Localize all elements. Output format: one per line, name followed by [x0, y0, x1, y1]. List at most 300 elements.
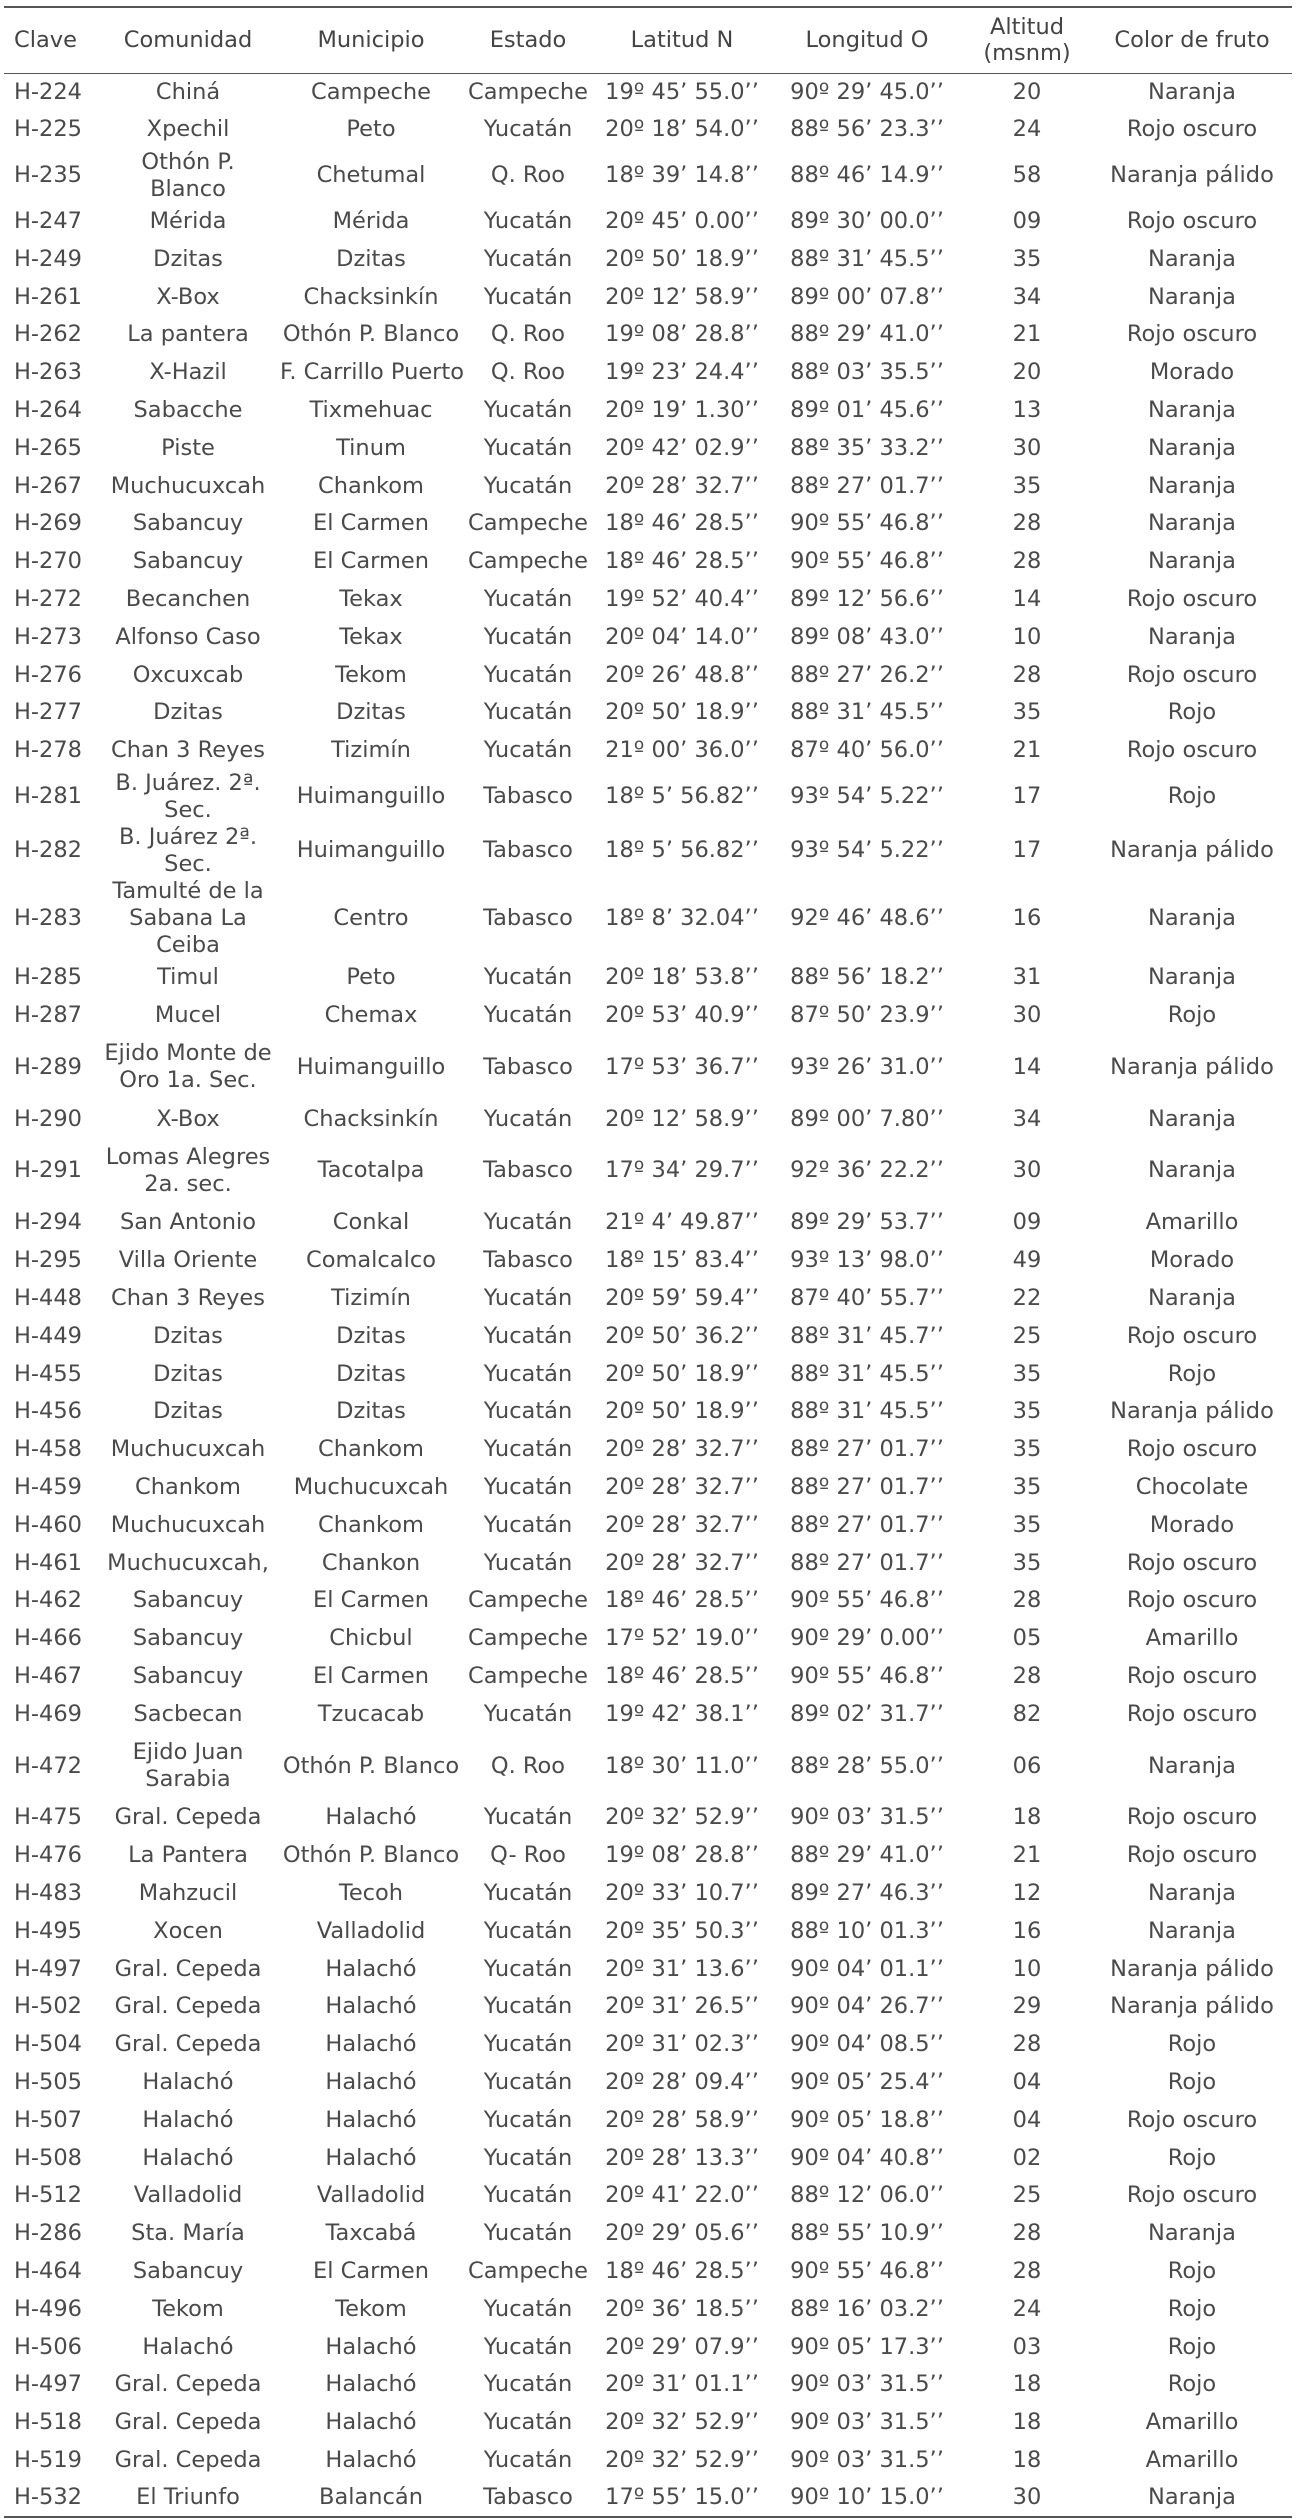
cell-longitud: 87º 40’ 55.7’’ — [790, 1284, 944, 1311]
cell-clave: H-448 — [14, 1284, 82, 1311]
cell-latitud: 19º 52’ 40.4’’ — [605, 585, 759, 612]
cell-longitud: 88º 27’ 01.7’’ — [790, 472, 944, 499]
cell-longitud: 90º 05’ 25.4’’ — [790, 2069, 944, 2096]
cell-longitud: 90º 05’ 17.3’’ — [790, 2333, 944, 2360]
table-row — [4, 1280, 1292, 1318]
cell-longitud: 87º 50’ 23.9’’ — [790, 1001, 944, 1028]
cell-color-fruto: Amarillo — [1145, 2447, 1239, 2474]
cell-color-fruto: Rojo oscuro — [1126, 585, 1258, 612]
cell-estado: Campeche — [467, 1587, 588, 1614]
cell-municipio: Halachó — [325, 2409, 417, 2436]
cell-altitud: 30 — [1012, 1157, 1042, 1184]
cell-comunidad: Gral. Cepeda — [114, 2447, 262, 2474]
cell-longitud: 88º 56’ 23.3’’ — [790, 116, 944, 143]
cell-color-fruto: Naranja — [1148, 78, 1236, 105]
cell-comunidad: Piste — [161, 434, 215, 461]
cell-estado: Yucatán — [483, 2409, 573, 2436]
cell-color-fruto: Rojo oscuro — [1126, 321, 1258, 348]
cell-municipio: Chankom — [318, 472, 424, 499]
cell-clave: H-460 — [14, 1511, 82, 1538]
cell-comunidad: Halachó — [142, 2069, 234, 2096]
table-row — [4, 1242, 1292, 1280]
cell-color-fruto: Rojo — [1167, 2031, 1217, 2058]
cell-clave: H-281 — [14, 783, 82, 810]
cell-estado: Yucatán — [483, 1955, 573, 1982]
cell-estado: Yucatán — [483, 2106, 573, 2133]
cell-color-fruto: Naranja pálido — [1110, 837, 1274, 864]
table-row — [4, 1658, 1292, 1696]
cell-estado: Yucatán — [483, 2333, 573, 2360]
cell-estado: Yucatán — [483, 1001, 573, 1028]
cell-municipio: Balancán — [278, 2479, 464, 2517]
cell-latitud: 18º 5’ 56.82’’ — [605, 783, 759, 810]
cell-latitud: 17º 34’ 29.7’’ — [605, 1157, 759, 1184]
cell-municipio: Halachó — [325, 1804, 417, 1831]
cell-comunidad: Gral. Cepeda — [114, 2031, 262, 2058]
cell-clave: H-273 — [14, 623, 82, 650]
cell-clave: H-290 — [14, 1105, 82, 1132]
cell-comunidad: Chiná — [155, 78, 221, 105]
cell-estado: Campeche — [467, 78, 588, 105]
cell-longitud: 90º 10’ 15.0’’ — [772, 2479, 962, 2517]
cell-estado: Yucatán — [483, 1209, 573, 1236]
cell-estado: Yucatán — [483, 116, 573, 143]
cell-municipio: Dzitas — [336, 1322, 406, 1349]
header-latitud: Latitud N — [592, 7, 772, 73]
table-row — [4, 2177, 1292, 2215]
cell-longitud: 90º 04’ 40.8’’ — [790, 2144, 944, 2171]
cell-latitud: 20º 50’ 18.9’’ — [605, 245, 759, 272]
cell-clave: H-289 — [14, 1053, 82, 1080]
cell-longitud: 89º 02’ 31.7’’ — [790, 1700, 944, 1727]
cell-altitud: 28 — [1012, 2258, 1042, 2285]
cell-comunidad: Timul — [157, 963, 219, 990]
table-row — [4, 316, 1292, 354]
cell-clave: H-283 — [14, 904, 82, 931]
cell-altitud: 28 — [1012, 1662, 1042, 1689]
cell-comunidad: Sabancuy — [132, 1587, 244, 1614]
cell-comunidad: Gral. Cepeda — [114, 1955, 262, 1982]
cell-color-fruto: Amarillo — [1145, 1625, 1239, 1652]
cell-municipio: Tizimín — [331, 1284, 411, 1311]
cell-color-fruto: Rojo oscuro — [1126, 1436, 1258, 1463]
cell-estado: Yucatán — [483, 2182, 573, 2209]
cell-altitud: 49 — [1012, 1247, 1042, 1274]
cell-longitud: 88º 03’ 35.5’’ — [790, 359, 944, 386]
cell-clave: H-456 — [14, 1398, 82, 1425]
cell-altitud: 28 — [1012, 2220, 1042, 2247]
cell-comunidad: Sabancuy — [132, 2258, 244, 2285]
cell-color-fruto: Rojo oscuro — [1126, 2106, 1258, 2133]
cell-municipio: Chacksinkín — [303, 283, 439, 310]
cell-color-fruto: Rojo oscuro — [1126, 1700, 1258, 1727]
cell-clave: H-519 — [14, 2447, 82, 2474]
cell-altitud: 04 — [1012, 2069, 1042, 2096]
cell-latitud: 18º 8’ 32.04’’ — [605, 904, 759, 931]
cell-comunidad: Muchucuxcah, — [107, 1549, 269, 1576]
cell-altitud: 16 — [1012, 904, 1042, 931]
cell-longitud: 89º 00’ 7.80’’ — [790, 1105, 944, 1132]
cell-color-fruto: Rojo — [1167, 2069, 1217, 2096]
table-row — [4, 694, 1292, 732]
cell-altitud: 35 — [1012, 699, 1042, 726]
cell-comunidad: Ejido Juan Sarabia — [132, 1739, 244, 1793]
table-row — [4, 505, 1292, 543]
cell-latitud: 20º 50’ 18.9’’ — [605, 1360, 759, 1387]
cell-clave: H-291 — [14, 1157, 82, 1184]
cell-estado: Yucatán — [483, 2144, 573, 2171]
cell-latitud: 20º 28’ 58.9’’ — [605, 2106, 759, 2133]
cell-latitud: 18º 46’ 28.5’’ — [605, 1587, 759, 1614]
cell-altitud: 28 — [1012, 1587, 1042, 1614]
cell-municipio: Huimanguillo — [296, 1053, 446, 1080]
cell-color-fruto: Naranja — [1148, 904, 1236, 931]
cell-municipio: Chicbul — [329, 1625, 413, 1652]
table-row — [4, 996, 1292, 1034]
cell-estado: Tabasco — [464, 2479, 592, 2517]
cell-latitud: 20º 50’ 18.9’’ — [605, 699, 759, 726]
cell-clave: H-495 — [14, 1917, 82, 1944]
cell-latitud: 17º 53’ 36.7’’ — [605, 1053, 759, 1080]
cell-longitud: 90º 55’ 46.8’’ — [790, 1587, 944, 1614]
cell-longitud: 93º 26’ 31.0’’ — [790, 1053, 944, 1080]
table-row — [4, 2026, 1292, 2064]
cell-color-fruto: Naranja — [1148, 548, 1236, 575]
table-row — [4, 1393, 1292, 1431]
cell-color-fruto: Rojo oscuro — [1126, 1842, 1258, 1869]
cell-comunidad: Halachó — [142, 2144, 234, 2171]
cell-altitud: 34 — [1012, 1105, 1042, 1132]
cell-municipio: Tzucacab — [317, 1700, 425, 1727]
table-row — [4, 543, 1292, 581]
cell-altitud: 09 — [1012, 207, 1042, 234]
cell-altitud: 34 — [1012, 283, 1042, 310]
cell-clave: H-532 — [4, 2479, 98, 2517]
cell-color-fruto: Naranja pálido — [1110, 1053, 1274, 1080]
table-row — [4, 1469, 1292, 1507]
cell-clave: H-483 — [14, 1880, 82, 1907]
cell-longitud: 88º 31’ 45.5’’ — [790, 1360, 944, 1387]
cell-clave: H-225 — [14, 116, 82, 143]
cell-comunidad: Chankom — [135, 1473, 241, 1500]
table-row — [4, 2215, 1292, 2253]
cell-altitud: 17 — [1012, 837, 1042, 864]
header-row — [4, 7, 1292, 73]
cell-municipio: Tecoh — [338, 1880, 404, 1907]
cell-altitud: 35 — [1012, 1511, 1042, 1538]
cell-latitud: 20º 59’ 59.4’’ — [605, 1284, 759, 1311]
table-row — [4, 1695, 1292, 1733]
cell-latitud: 20º 18’ 54.0’’ — [605, 116, 759, 143]
cell-municipio: Dzitas — [336, 1398, 406, 1425]
cell-longitud: 89º 01’ 45.6’’ — [790, 396, 944, 423]
cell-longitud: 93º 54’ 5.22’’ — [790, 783, 944, 810]
cell-clave: H-512 — [14, 2182, 82, 2209]
cell-altitud: 09 — [1012, 1209, 1042, 1236]
cell-altitud: 03 — [1012, 2333, 1042, 2360]
cell-longitud: 93º 13’ 98.0’’ — [790, 1247, 944, 1274]
table-row — [4, 149, 1292, 203]
cell-color-fruto: Naranja — [1148, 1284, 1236, 1311]
cell-color-fruto: Naranja pálido — [1110, 1398, 1274, 1425]
cell-estado: Yucatán — [483, 207, 573, 234]
cell-clave: H-507 — [14, 2106, 82, 2133]
cell-latitud: 20º 50’ 36.2’’ — [605, 1322, 759, 1349]
table-row — [4, 656, 1292, 694]
cell-estado: Yucatán — [483, 2447, 573, 2474]
cell-comunidad: B. Juárez 2ª. Sec. — [118, 823, 258, 877]
cell-altitud: 35 — [1012, 245, 1042, 272]
cell-municipio: Tekom — [335, 2295, 407, 2322]
cell-altitud: 20 — [1012, 359, 1042, 386]
cell-estado: Q. Roo — [490, 359, 566, 386]
cell-estado: Tabasco — [483, 837, 573, 864]
cell-altitud: 24 — [1012, 2295, 1042, 2322]
cell-municipio: Valladolid — [316, 1917, 426, 1944]
cell-municipio: Tekom — [335, 661, 407, 688]
cell-clave: H-467 — [14, 1662, 82, 1689]
cell-estado: Yucatán — [483, 1511, 573, 1538]
cell-color-fruto: Naranja pálido — [1110, 1955, 1274, 1982]
table-row — [4, 467, 1292, 505]
cell-clave: H-505 — [14, 2069, 82, 2096]
table-body — [4, 73, 1292, 2517]
cell-longitud: 90º 55’ 46.8’’ — [790, 510, 944, 537]
cell-estado: Yucatán — [483, 2069, 573, 2096]
cell-clave: H-475 — [14, 1804, 82, 1831]
cell-latitud: 20º 31’ 01.1’’ — [605, 2371, 759, 2398]
table-row — [4, 203, 1292, 241]
cell-longitud: 88º 16’ 03.2’’ — [790, 2295, 944, 2322]
table-row — [4, 2479, 1292, 2517]
table-row — [4, 2253, 1292, 2291]
cell-comunidad: Xocen — [153, 1917, 223, 1944]
table-row — [4, 1355, 1292, 1393]
cell-color-fruto: Rojo — [1167, 1360, 1217, 1387]
cell-latitud: 20º 42’ 02.9’’ — [605, 434, 759, 461]
cell-latitud: 20º 18’ 53.8’’ — [605, 963, 759, 990]
cell-latitud: 19º 08’ 28.8’’ — [605, 1842, 759, 1869]
cell-longitud: 88º 29’ 41.0’’ — [790, 1842, 944, 1869]
cell-color-fruto: Morado — [1149, 1511, 1235, 1538]
cell-color-fruto: Morado — [1149, 359, 1235, 386]
cell-comunidad: Gral. Cepeda — [114, 1993, 262, 2020]
header-altitud-line2: (msnm) — [983, 40, 1071, 67]
cell-comunidad: Muchucuxcah — [110, 472, 266, 499]
cell-municipio: Tacotalpa — [317, 1157, 425, 1184]
table-row — [4, 1034, 1292, 1100]
cell-municipio: Muchucuxcah — [293, 1473, 449, 1500]
cell-altitud: 35 — [1012, 1436, 1042, 1463]
cell-color-fruto: Rojo — [1167, 2295, 1217, 2322]
cell-comunidad: Dzitas — [153, 1322, 223, 1349]
cell-longitud: 88º 27’ 01.7’’ — [790, 1549, 944, 1576]
cell-altitud: 35 — [1012, 1549, 1042, 1576]
cell-altitud: 30 — [962, 2479, 1092, 2517]
table-row — [4, 1431, 1292, 1469]
cell-longitud: 90º 29’ 0.00’’ — [790, 1625, 944, 1652]
table-row — [4, 2366, 1292, 2404]
cell-altitud: 18 — [1012, 2447, 1042, 2474]
table-row — [4, 2290, 1292, 2328]
cell-municipio: Peto — [346, 963, 396, 990]
cell-clave: H-459 — [14, 1473, 82, 1500]
header-clave: Clave — [4, 7, 98, 73]
cell-color-fruto: Naranja — [1092, 2479, 1292, 2517]
cell-altitud: 30 — [1012, 1001, 1042, 1028]
cell-latitud: 20º 36’ 18.5’’ — [605, 2295, 759, 2322]
table-row — [4, 354, 1292, 392]
cell-estado: Campeche — [467, 510, 588, 537]
cell-color-fruto: Naranja — [1148, 1917, 1236, 1944]
cell-comunidad: San Antonio — [120, 1209, 256, 1236]
cell-longitud: 89º 08’ 43.0’’ — [790, 623, 944, 650]
cell-altitud: 22 — [1012, 1284, 1042, 1311]
cell-clave: H-265 — [14, 434, 82, 461]
cell-longitud: 90º 03’ 31.5’’ — [790, 2447, 944, 2474]
accessions-table — [4, 6, 1292, 2518]
cell-latitud: 20º 31’ 02.3’’ — [605, 2031, 759, 2058]
cell-clave: H-270 — [14, 548, 82, 575]
cell-longitud: 93º 54’ 5.22’’ — [790, 837, 944, 864]
cell-comunidad: Mahzucil — [138, 1880, 238, 1907]
cell-municipio: Chemax — [324, 1001, 418, 1028]
cell-estado: Yucatán — [483, 245, 573, 272]
cell-municipio: Halachó — [325, 2144, 417, 2171]
cell-clave: H-461 — [14, 1549, 82, 1576]
cell-estado: Q. Roo — [490, 162, 566, 189]
cell-color-fruto: Rojo oscuro — [1126, 1804, 1258, 1831]
cell-estado: Yucatán — [483, 1917, 573, 1944]
cell-estado: Yucatán — [483, 1360, 573, 1387]
cell-clave: H-518 — [14, 2409, 82, 2436]
cell-latitud: 20º 28’ 32.7’’ — [605, 1436, 759, 1463]
cell-municipio: Chankon — [321, 1549, 421, 1576]
cell-latitud: 20º 35’ 50.3’’ — [605, 1917, 759, 1944]
cell-altitud: 35 — [1012, 472, 1042, 499]
table-header — [4, 7, 1292, 73]
cell-altitud: 18 — [1012, 2371, 1042, 2398]
cell-municipio: Dzitas — [336, 1360, 406, 1387]
cell-altitud: 35 — [1012, 1473, 1042, 1500]
cell-longitud: 88º 55’ 10.9’’ — [790, 2220, 944, 2247]
cell-municipio: Halachó — [325, 2447, 417, 2474]
cell-estado: Yucatán — [483, 1473, 573, 1500]
cell-latitud: 19º 08’ 28.8’’ — [605, 321, 759, 348]
cell-altitud: 06 — [1012, 1752, 1042, 1779]
header-estado: Estado — [464, 7, 592, 73]
table-row — [4, 1138, 1292, 1204]
cell-latitud: 20º 29’ 07.9’’ — [605, 2333, 759, 2360]
cell-estado: Yucatán — [483, 737, 573, 764]
cell-latitud: 20º 12’ 58.9’’ — [605, 283, 759, 310]
table-row — [4, 959, 1292, 997]
cell-color-fruto: Rojo oscuro — [1126, 1587, 1258, 1614]
cell-comunidad: B. Juárez. 2ª. Sec. — [115, 769, 261, 823]
cell-altitud: 12 — [1012, 1880, 1042, 1907]
cell-latitud: 18º 46’ 28.5’’ — [605, 548, 759, 575]
cell-comunidad: Othón P. Blanco — [141, 148, 235, 202]
cell-municipio: El Carmen — [313, 510, 429, 537]
cell-comunidad: Oxcuxcab — [132, 661, 244, 688]
cell-estado: Yucatán — [483, 2031, 573, 2058]
table-row — [4, 1733, 1292, 1799]
cell-comunidad: Halachó — [142, 2333, 234, 2360]
cell-color-fruto: Rojo oscuro — [1126, 1662, 1258, 1689]
cell-municipio: Tizimín — [331, 737, 411, 764]
cell-estado: Q- Roo — [490, 1842, 566, 1869]
cell-municipio: Othón P. Blanco — [282, 321, 460, 348]
cell-clave: H-287 — [14, 1001, 82, 1028]
cell-municipio: Othón P. Blanco — [282, 1752, 460, 1779]
cell-color-fruto: Chocolate — [1135, 1473, 1249, 1500]
cell-latitud: 19º 23’ 24.4’’ — [605, 359, 759, 386]
cell-estado: Yucatán — [483, 1322, 573, 1349]
cell-clave: H-458 — [14, 1436, 82, 1463]
cell-altitud: 18 — [1012, 1804, 1042, 1831]
cell-municipio: Dzitas — [336, 699, 406, 726]
cell-comunidad: X-Hazil — [149, 359, 227, 386]
cell-comunidad: Muchucuxcah — [110, 1511, 266, 1538]
cell-color-fruto: Naranja — [1148, 1105, 1236, 1132]
cell-latitud: 20º 28’ 32.7’’ — [605, 472, 759, 499]
cell-longitud: 88º 27’ 01.7’’ — [790, 1473, 944, 1500]
cell-longitud: 92º 36’ 22.2’’ — [790, 1157, 944, 1184]
cell-longitud: 88º 12’ 06.0’’ — [790, 2182, 944, 2209]
cell-longitud: 88º 27’ 26.2’’ — [790, 661, 944, 688]
cell-estado: Yucatán — [483, 585, 573, 612]
cell-comunidad: Valladolid — [133, 2182, 243, 2209]
cell-comunidad: Dzitas — [153, 245, 223, 272]
table-row — [4, 1620, 1292, 1658]
cell-latitud: 18º 46’ 28.5’’ — [605, 2258, 759, 2285]
cell-altitud: 25 — [1012, 1322, 1042, 1349]
cell-altitud: 29 — [1012, 1993, 1042, 2020]
cell-comunidad: Sabacche — [133, 396, 243, 423]
cell-latitud: 17º 55’ 15.0’’ — [592, 2479, 772, 2517]
cell-comunidad: Mérida — [149, 207, 227, 234]
cell-comunidad: Sabancuy — [132, 548, 244, 575]
cell-longitud: 88º 28’ 55.0’’ — [790, 1752, 944, 1779]
cell-estado: Yucatán — [483, 396, 573, 423]
cell-municipio: Comalcalco — [306, 1247, 436, 1274]
cell-clave: H-464 — [14, 2258, 82, 2285]
cell-altitud: 04 — [1012, 2106, 1042, 2133]
cell-estado: Yucatán — [483, 963, 573, 990]
cell-clave: H-462 — [14, 1587, 82, 1614]
cell-color-fruto: Naranja pálido — [1110, 162, 1274, 189]
cell-color-fruto: Rojo — [1167, 1001, 1217, 1028]
table-row — [4, 878, 1292, 959]
cell-estado: Campeche — [467, 1662, 588, 1689]
cell-longitud: 88º 31’ 45.5’’ — [790, 245, 944, 272]
cell-clave: H-496 — [14, 2295, 82, 2322]
cell-municipio: Tixmehuac — [309, 396, 433, 423]
cell-latitud: 18º 46’ 28.5’’ — [605, 1662, 759, 1689]
cell-longitud: 88º 31’ 45.5’’ — [790, 699, 944, 726]
cell-color-fruto: Naranja — [1148, 396, 1236, 423]
cell-municipio: F. Carrillo Puerto — [280, 359, 465, 386]
cell-longitud: 90º 03’ 31.5’’ — [790, 2409, 944, 2436]
cell-longitud: 90º 03’ 31.5’’ — [790, 1804, 944, 1831]
cell-municipio: El Carmen — [313, 2258, 429, 2285]
cell-latitud: 20º 28’ 13.3’’ — [605, 2144, 759, 2171]
cell-color-fruto: Naranja — [1148, 623, 1236, 650]
cell-estado: Yucatán — [483, 434, 573, 461]
cell-municipio: Tinum — [336, 434, 406, 461]
cell-comunidad: Lomas Alegres 2a. sec. — [105, 1143, 271, 1197]
cell-latitud: 20º 31’ 26.5’’ — [605, 1993, 759, 2020]
